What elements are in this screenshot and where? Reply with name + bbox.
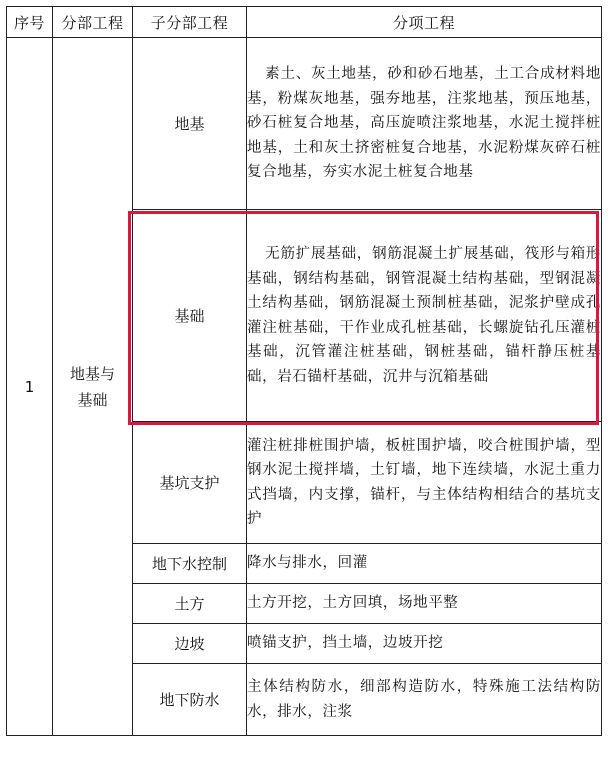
sub-division-earthwork: 土方 [133,584,247,624]
sub-division-foundation: 基础 [133,210,247,422]
sub-items-text: 主体结构防水，细部构造防水，特殊施工法结构防水，排水，注浆 [247,679,601,720]
header-sub-division: 子分部工程 [133,7,247,38]
sub-division-slope: 边坡 [133,624,247,664]
division-cell [53,38,133,736]
sub-division-underground-waterproof: 地下防水 [133,664,247,736]
division-label-line2: 基础 [77,390,108,409]
sub-items-text: 无筋扩展基础，钢筋混凝土扩展基础，筏形与箱形基础，钢结构基础，钢管混凝土结构基础，型钢混凝土结构基础，钢筋混凝土预制桩基础，泥浆护壁成孔灌注桩基础，干作业成孔桩基础，长螺旋钻孔压灌桩基础，沉管灌注桩基础，钢桩基础，锚杆静压桩基础，岩石锚杆基础，沉井与沉箱基础 [247,246,601,385]
construction-division-table [6,6,602,736]
sub-items-groundwater [247,544,602,584]
sub-division-foundation-soil: 地基 [133,38,247,210]
sub-items-pit-support [247,422,602,544]
sub-items-text: 灌注桩排桩围护墙，板桩围护墙，咬合桩围护墙，型钢水泥土搅拌墙，土钉墙，地下连续墙，水泥土重力式挡墙，内支撑，锚杆，与主体结构相结合的基坑支护 [247,437,601,527]
table-row [7,38,602,210]
sub-items-text: 降水与排水，回灌 [247,555,368,572]
sub-items-text: 土方开挖，土方回填，场地平整 [247,595,459,612]
header-sub-item: 分项工程 [247,7,602,38]
division-label-line1: 地基与 [69,364,115,383]
sub-items-underground-waterproof [247,664,602,736]
sub-items-slope [247,624,602,664]
sub-items-foundation [247,210,602,422]
header-serial-no: 序号 [7,7,53,38]
sub-items-text: 素土、灰土地基，砂和砂石地基，土工合成材料地基，粉煤灰地基，强夯地基，注浆地基，预压地基，砂石桩复合地基，高压旋喷注浆地基，水泥土搅拌桩地基，土和灰土挤密桩复合地基，水泥粉煤灰碎石桩复合地基，夯实水泥土桩复合地基 [247,66,601,181]
sub-division-pit-support: 基坑支护 [133,422,247,544]
sub-items-text: 喷锚支护，挡土墙，边坡开挖 [247,635,444,652]
sub-division-groundwater: 地下水控制 [133,544,247,584]
serial-number-cell: 1 [7,38,53,736]
header-division: 分部工程 [53,7,133,38]
sub-items-earthwork [247,584,602,624]
sub-items-foundation-soil [247,38,602,210]
header-row [7,7,602,38]
